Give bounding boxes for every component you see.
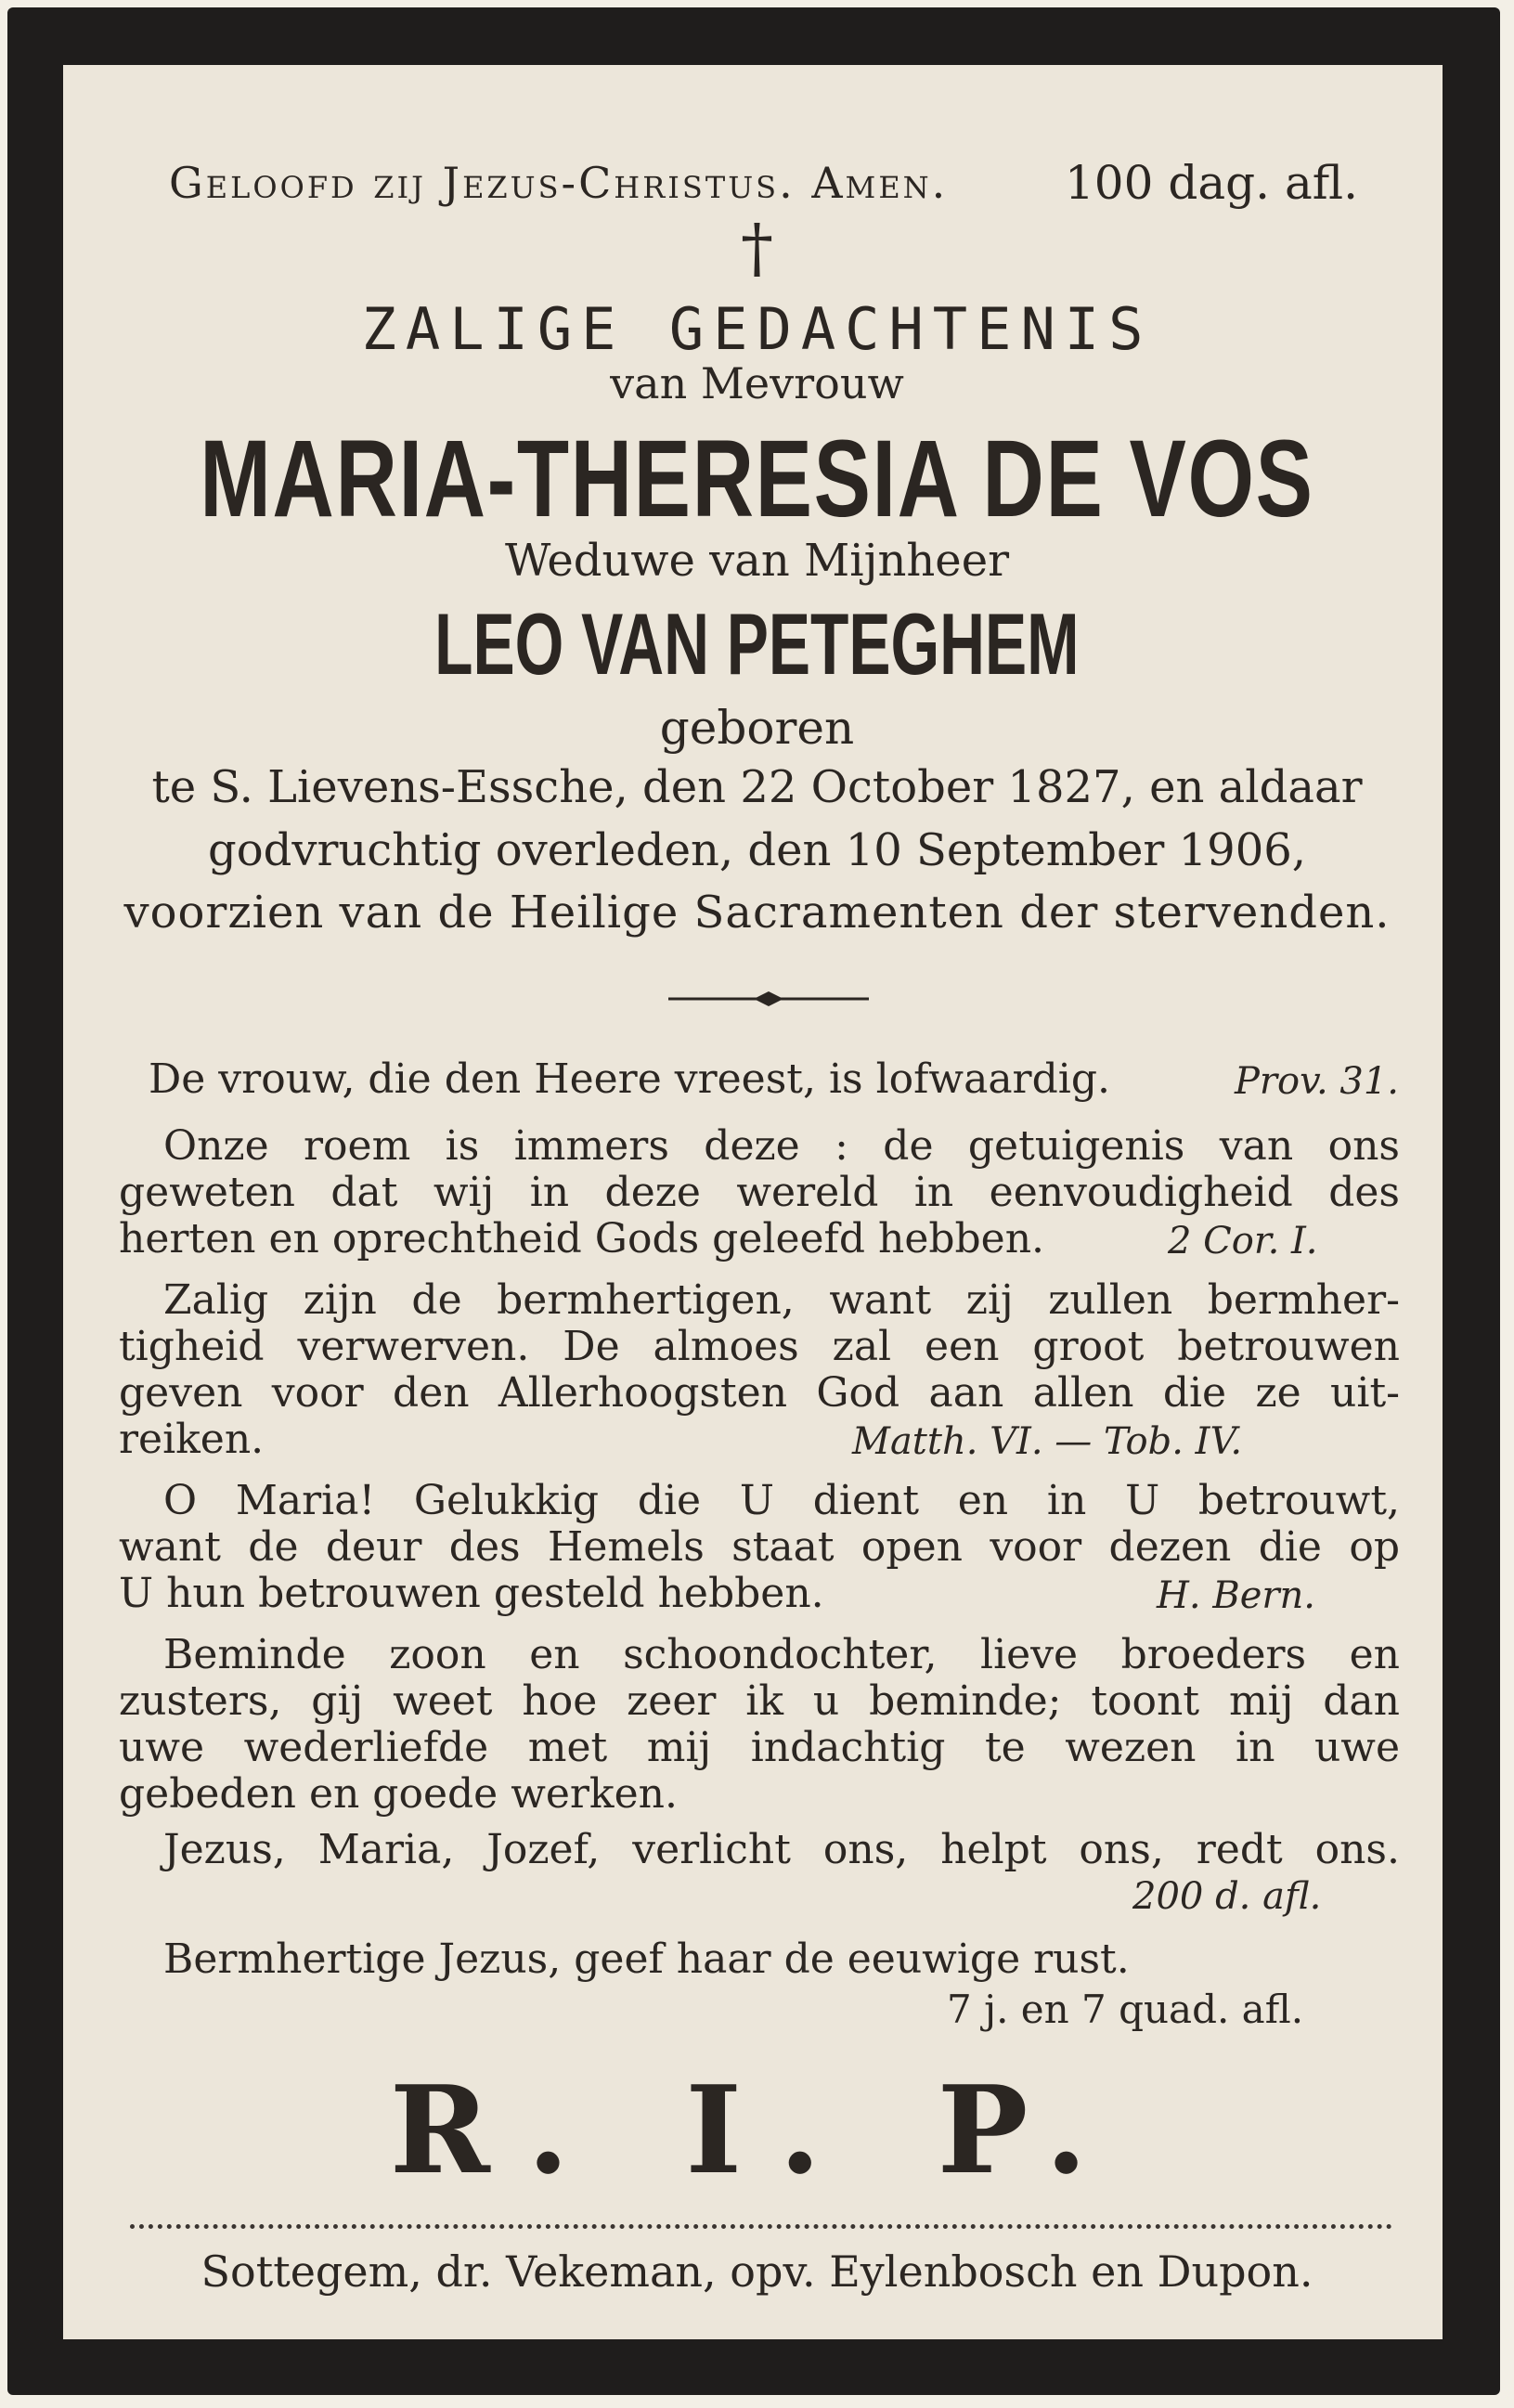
husband-name: LEO VAN PETEGHEM xyxy=(434,595,1080,693)
death-line: godvruchtig overleden, den 10 September 1906, xyxy=(207,824,1307,876)
verse-4-line-3: U hun betrouwen gesteld hebben. xyxy=(119,1570,824,1617)
verse-3-line-3: geven voor den Allerhoogsten God aan allen die ze uit- xyxy=(119,1369,1400,1417)
rip-monogram: R. I. P. xyxy=(389,2059,1125,2201)
verse-7: Bermhertige Jezus, geef haar de eeuwige rust. xyxy=(163,1935,1130,1983)
verse-5-line-2: zusters, gij weet hoe zeer ik u beminde; toont mij dan xyxy=(119,1677,1400,1725)
verse-2-line-1: Onze roem is immers deze : de getuigenis van ons xyxy=(163,1122,1400,1170)
printer-credit: Sottegem, dr. Vekeman, opv. Eylenbosch en Dupon. xyxy=(201,2246,1313,2297)
verse-5-line-1: Beminde zoon en schoondochter, lieve broeders en xyxy=(163,1631,1400,1678)
header-blessing: Geloofd zij Jezus-Christus. Amen. xyxy=(169,158,949,208)
birth-line: te S. Lievens-Essche, den 22 October 1827, en aldaar xyxy=(151,761,1363,813)
verse-1-ref: Prov. 31. xyxy=(1235,1060,1400,1103)
verse-5-line-3: uwe wederliefde met mij indachtig te wezen in uwe xyxy=(119,1724,1400,1771)
verse-1: De vrouw, die den Heere vreest, is lofwaardig. xyxy=(149,1055,1110,1103)
verse-2-ref: 2 Cor. I. xyxy=(1168,1220,1318,1262)
dotted-divider xyxy=(130,2224,1392,2229)
card-title: ZALIGE GEDACHTENIS xyxy=(361,295,1153,363)
verse-3-line-1: Zalig zijn de bermhertigen, want zij zullen bermher- xyxy=(163,1276,1400,1324)
verse-4-ref: H. Bern. xyxy=(1157,1574,1315,1617)
verse-3-line-4: reiken. xyxy=(119,1416,265,1463)
verse-2-line-3: herten en oprechtheid Gods geleefd hebben. xyxy=(119,1215,1045,1262)
verse-2-line-2: geweten dat wij in deze wereld in eenvoudigheid des xyxy=(119,1169,1400,1216)
divider-ornament-icon xyxy=(668,988,869,1010)
verse-5-line-4: gebeden en goede werken. xyxy=(119,1770,678,1818)
verse-6: Jezus, Maria, Jozef, verlicht ons, helpt ons, redt ons. xyxy=(163,1826,1400,1873)
widow-of: Weduwe van Mijnheer xyxy=(504,535,1010,587)
verse-7-ref: 7 j. en 7 quad. afl. xyxy=(947,1987,1304,2032)
verse-3-line-2: tigheid verwerven. De almoes zal een groot betrouwen xyxy=(119,1323,1400,1370)
verse-4-line-1: O Maria! Gelukkig die U dient en in U betrouwt, xyxy=(163,1477,1400,1524)
verse-4-line-2: want de deur des Hemels staat open voor dezen die op xyxy=(119,1523,1400,1571)
sacrament-line: voorzien van de Heilige Sacramenten der stervenden. xyxy=(123,887,1391,939)
deceased-name: MARIA-THERESIA DE VOS xyxy=(200,418,1314,540)
born-label: geboren xyxy=(659,701,855,755)
van-mevrouw: van Mevrouw xyxy=(610,358,904,408)
verse-3-ref: Matth. VI. — Tob. IV. xyxy=(852,1420,1243,1463)
header-indulgence: 100 dag. afl. xyxy=(1065,156,1358,210)
cross-icon: † xyxy=(741,210,773,286)
verse-6-ref: 200 d. afl. xyxy=(1132,1875,1322,1918)
